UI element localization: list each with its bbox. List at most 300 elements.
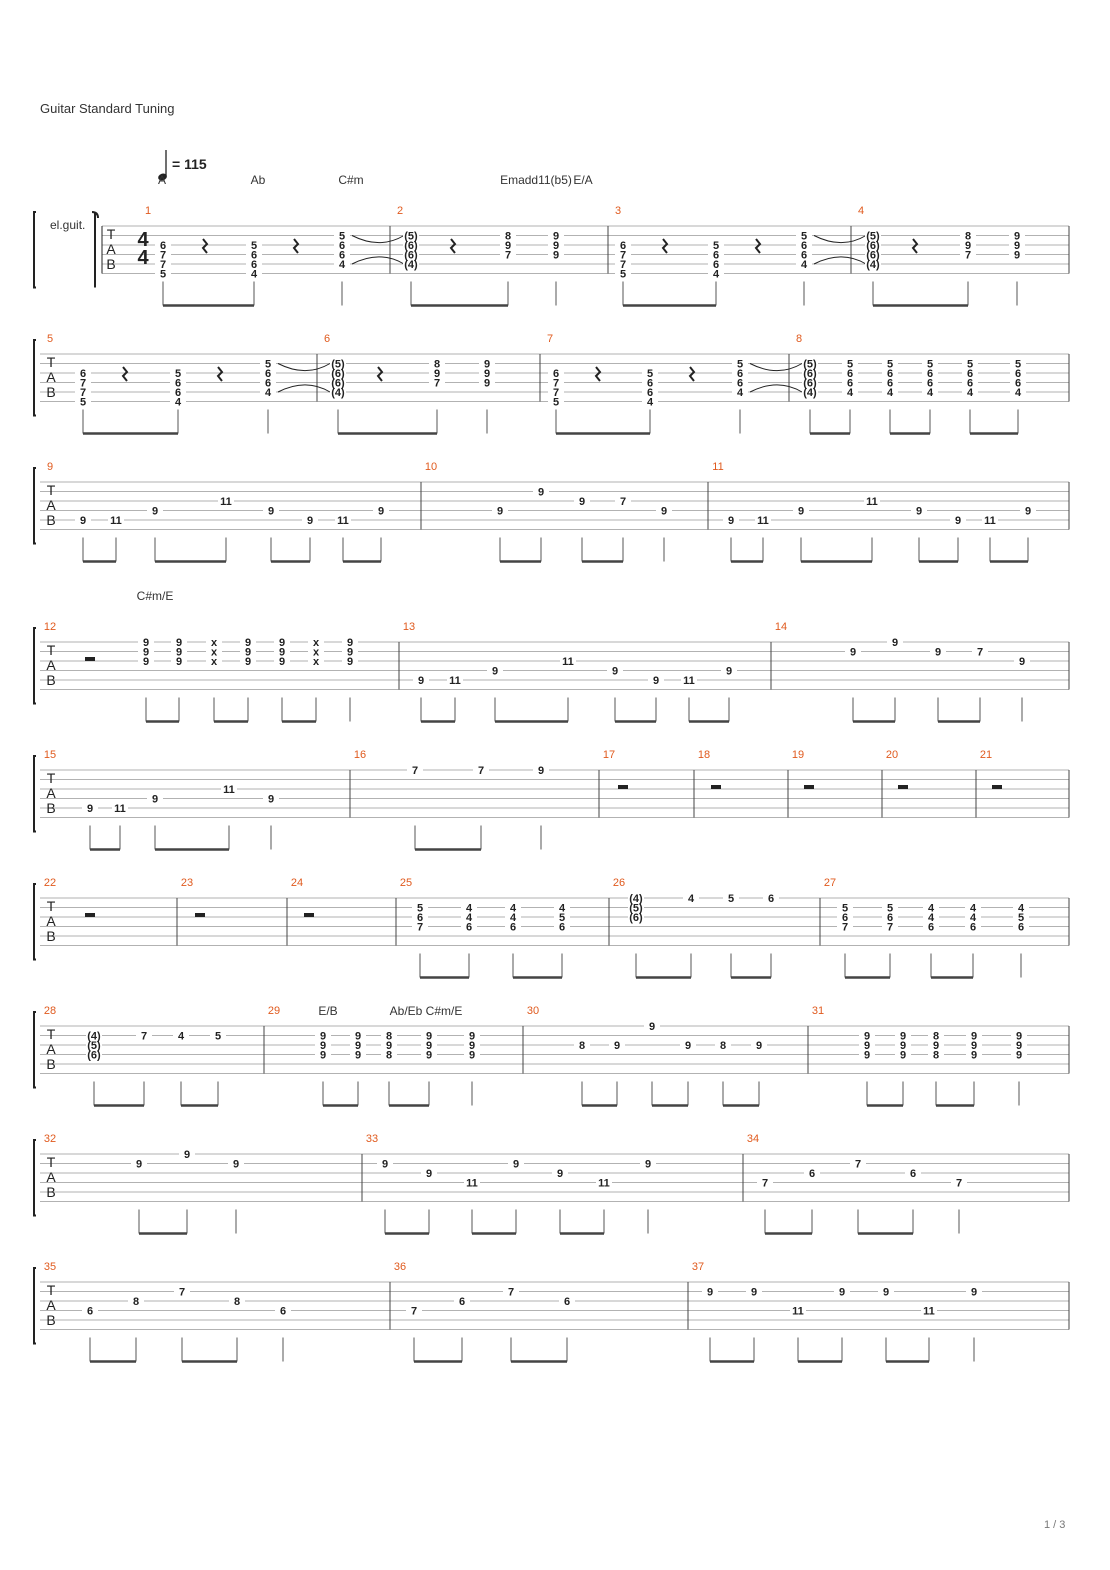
half-rest-icon (195, 913, 205, 917)
fret-number: 7 (504, 249, 512, 262)
fret-number: 5 (79, 396, 87, 409)
tab-system (34, 756, 1069, 850)
fret-number: 9 (611, 665, 619, 678)
tie-arc (750, 364, 802, 371)
measure-number: 35 (43, 1261, 57, 1273)
measure-number: 15 (43, 749, 57, 761)
fret-number: 8 (433, 358, 441, 371)
fret-number: (4) (629, 893, 643, 905)
fret-number: 6 (465, 921, 473, 934)
fret-number: 4 (687, 893, 695, 905)
fret-number: 9 (483, 358, 491, 371)
fret-number: 6 (800, 240, 808, 252)
fret-number: 6 (646, 377, 654, 390)
fret-number: 8 (233, 1296, 241, 1308)
fret-number: 11 (114, 803, 126, 815)
fret-number: 4 (926, 387, 934, 399)
fret-number: 7 (159, 259, 167, 271)
half-rest-icon (992, 785, 1002, 789)
quarter-rest-icon (218, 367, 222, 381)
measure-number: 18 (697, 749, 711, 761)
tab-clef-letter: B (46, 1056, 56, 1072)
fret-number: 9 (491, 665, 499, 678)
fret-number: 7 (552, 387, 560, 399)
fret-number: 11 (866, 496, 878, 508)
quarter-rest-icon (294, 239, 298, 253)
fret-number: 9 (1015, 1030, 1023, 1043)
fret-number: 7 (416, 921, 424, 934)
fret-number: 6 (736, 368, 744, 380)
fret-number: 8 (719, 1040, 727, 1052)
page-indicator: 1 / 3 (1044, 1519, 1066, 1531)
fret-number: 11 (984, 515, 996, 527)
fret-number: 9 (556, 1168, 564, 1180)
measure-number: 17 (602, 749, 616, 761)
instrument-label: el.guit. (50, 218, 86, 232)
fret-number: 7 (178, 1286, 186, 1299)
fret-number: 7 (411, 765, 419, 777)
fret-number: 6 (712, 259, 720, 271)
tab-clef-letter: A (106, 241, 116, 257)
fret-number: 6 (886, 912, 894, 924)
fret-number: 9 (319, 1030, 327, 1043)
fret-number: 9 (552, 249, 560, 262)
fret-number: 9 (183, 1149, 191, 1161)
fret-number: 9 (1013, 230, 1021, 243)
measure-number: 29 (267, 1005, 281, 1017)
fret-number: 5 (800, 230, 808, 243)
tie-arc (814, 236, 866, 243)
fret-number: 8 (932, 1030, 940, 1043)
tab-clef-letter: B (46, 672, 56, 688)
chord-name: Ab (250, 173, 266, 187)
fret-number: 9 (468, 1049, 476, 1062)
fret-number: 4 (1017, 902, 1025, 915)
tab-clef-letter: T (46, 354, 56, 370)
fret-number: 4 (558, 902, 566, 915)
fret-number: 9 (863, 1049, 871, 1062)
tab-clef-letter: B (46, 512, 56, 528)
fret-number: (5) (866, 230, 880, 243)
fret-number: 6 (1014, 377, 1022, 390)
measure-number: 16 (353, 749, 367, 761)
fret-number: (6) (866, 240, 880, 252)
fret-number: 4 (174, 396, 182, 409)
tab-clef-letter: A (46, 913, 56, 929)
fret-number: 9 (354, 1030, 362, 1043)
measure-number: 27 (823, 877, 837, 889)
measure-number: 13 (402, 621, 416, 633)
tab-clef-letter: B (46, 1184, 56, 1200)
fret-number: 9 (899, 1049, 907, 1062)
fret-number: 8 (932, 1049, 940, 1062)
quarter-rest-icon (451, 239, 455, 253)
measure-number: 26 (612, 877, 626, 889)
fret-number: 9 (1013, 249, 1021, 262)
tab-clef-letter: B (106, 256, 116, 272)
half-rest-icon (804, 785, 814, 789)
fret-number: 9 (727, 515, 735, 527)
fret-number: 7 (761, 1177, 769, 1190)
fret-number: 9 (1024, 505, 1032, 518)
tab-clef-letter: T (46, 642, 56, 658)
fret-number: 7 (619, 496, 627, 508)
fret-number: 9 (278, 637, 286, 649)
measure-number: 5 (46, 333, 54, 345)
fret-number: 6 (909, 1168, 917, 1180)
tab-clef-letter: A (46, 657, 56, 673)
fret-number: 4 (927, 902, 935, 915)
fret-number: 9 (244, 656, 252, 668)
fret-number: 9 (552, 240, 560, 252)
fret-number: 4 (509, 902, 517, 915)
fret-number: 8 (132, 1296, 140, 1308)
fret-number: 6 (250, 259, 258, 271)
fret-number: (6) (803, 368, 817, 380)
quarter-rest-icon (756, 239, 760, 253)
fret-number: 9 (425, 1049, 433, 1062)
fret-number: 5 (558, 912, 566, 924)
fret-number: 5 (1017, 912, 1025, 924)
fret-number: 9 (915, 505, 923, 518)
fret-number: 11 (757, 515, 769, 527)
fret-number: (4) (87, 1030, 101, 1043)
measure-number: 8 (795, 333, 803, 345)
fret-number: 4 (736, 387, 744, 399)
fret-number: 9 (142, 646, 150, 659)
fret-number: 9 (319, 1040, 327, 1052)
fret-number: 9 (483, 377, 491, 390)
fret-number: 6 (966, 377, 974, 390)
half-rest-icon (711, 785, 721, 789)
tie-arc (814, 257, 866, 264)
quarter-rest-icon (913, 239, 917, 253)
fret-number: 6 (250, 249, 258, 262)
fret-number: 6 (800, 249, 808, 262)
half-rest-icon (304, 913, 314, 917)
fret-number: 6 (174, 377, 182, 390)
time-signature-digit: 4 (137, 229, 149, 251)
half-rest-icon (618, 785, 628, 789)
tab-clef-letter: T (46, 898, 56, 914)
fret-number: 9 (706, 1286, 714, 1299)
system-bracket (34, 756, 36, 832)
tie-arc (278, 385, 330, 392)
fret-number: 9 (1015, 1040, 1023, 1052)
fret-number: 9 (648, 1021, 656, 1033)
fret-number: (4) (803, 387, 817, 399)
fret-number: (6) (629, 912, 643, 924)
fret-number: 8 (385, 1049, 393, 1062)
fret-number: x (312, 656, 320, 668)
fret-number: 5 (886, 358, 894, 371)
tab-clef-letter: B (46, 928, 56, 944)
measure-number: 1 (144, 205, 152, 217)
measure-number: 4 (857, 205, 865, 217)
fret-number: 9 (644, 1158, 652, 1171)
fret-number: 8 (964, 230, 972, 243)
fret-number: 4 (966, 387, 974, 399)
tempo-marking: = 115 (172, 156, 207, 172)
fret-number: (6) (866, 249, 880, 262)
system-bracket (34, 628, 36, 704)
fret-number: (5) (629, 902, 643, 915)
fret-number: 6 (558, 921, 566, 934)
fret-number: 9 (135, 1158, 143, 1171)
fret-number: 6 (338, 240, 346, 252)
fret-number: (5) (87, 1040, 101, 1052)
fret-number: 6 (619, 240, 627, 252)
fret-number: (6) (331, 377, 345, 390)
tab-clef-letter: A (46, 369, 56, 385)
fret-number: 9 (970, 1286, 978, 1299)
fret-number: 9 (483, 368, 491, 380)
fret-number: 5 (736, 358, 744, 371)
fret-number: 5 (1014, 358, 1022, 371)
fret-number: 4 (1014, 387, 1022, 399)
fret-number: 9 (899, 1040, 907, 1052)
fret-number: 5 (846, 358, 854, 371)
measure-number: 21 (979, 749, 993, 761)
tab-clef-letter: T (46, 482, 56, 498)
fret-number: 7 (619, 259, 627, 271)
fret-number: 11 (598, 1177, 610, 1190)
fret-number: 6 (86, 1305, 94, 1318)
fret-number: 6 (736, 377, 744, 390)
fret-number: 5 (552, 396, 560, 409)
fret-number: 6 (174, 387, 182, 399)
quarter-rest-icon (378, 367, 382, 381)
fret-number: (6) (404, 240, 418, 252)
fret-number: 4 (712, 268, 720, 281)
fret-number: 9 (652, 675, 660, 687)
fret-number: 9 (891, 637, 899, 649)
chord-name: C#m/E (425, 1004, 463, 1018)
fret-number: 6 (767, 893, 775, 905)
fret-number: 9 (496, 505, 504, 518)
tie-arc (352, 236, 404, 243)
measure-number: 28 (43, 1005, 57, 1017)
fret-number: 8 (578, 1040, 586, 1052)
measure-number: 37 (691, 1261, 705, 1273)
fret-number: 9 (512, 1158, 520, 1171)
fret-number: 11 (792, 1305, 804, 1318)
fret-number: 9 (552, 230, 560, 243)
fret-number: 7 (410, 1305, 418, 1318)
tab-clef-letter: B (46, 384, 56, 400)
fret-number: 9 (684, 1040, 692, 1052)
fret-number: 4 (264, 387, 272, 399)
fret-number: 9 (175, 656, 183, 668)
tab-clef-letter: A (46, 1297, 56, 1313)
measure-number: 24 (290, 877, 304, 889)
tab-clef-letter: A (46, 785, 56, 801)
fret-number: 9 (381, 1158, 389, 1171)
measure-number: 32 (43, 1133, 57, 1145)
fret-number: 9 (970, 1030, 978, 1043)
tab-clef-letter: A (46, 1041, 56, 1057)
system-bracket (34, 340, 36, 416)
tab-clef-letter: T (106, 226, 116, 242)
fret-number: 7 (841, 921, 849, 934)
measure-number: 20 (885, 749, 899, 761)
fret-number: 6 (159, 240, 167, 252)
tab-clef-letter: T (46, 1282, 56, 1298)
fret-number: 6 (966, 368, 974, 380)
chord-name: C#m (338, 173, 364, 187)
measure-number: 23 (180, 877, 194, 889)
fret-number: 9 (306, 515, 314, 527)
system-bracket (34, 468, 36, 544)
chord-name: E/B (318, 1004, 338, 1018)
fret-number: x (312, 637, 320, 649)
fret-number: 5 (214, 1030, 222, 1043)
fret-number: 6 (509, 921, 517, 934)
fret-number: 9 (175, 646, 183, 659)
fret-number: 9 (232, 1158, 240, 1171)
fret-number: 9 (346, 656, 354, 668)
half-rest-icon (898, 785, 908, 789)
fret-number: 9 (755, 1040, 763, 1052)
fret-number: 9 (244, 646, 252, 659)
measure-number: 22 (43, 877, 57, 889)
fret-number: 6 (926, 377, 934, 390)
fret-number: 7 (854, 1158, 862, 1171)
measure-number: 3 (614, 205, 622, 217)
fret-number: 5 (619, 268, 627, 281)
fret-number: 9 (267, 505, 275, 518)
fret-number: 7 (433, 377, 441, 390)
fret-number: 9 (970, 1049, 978, 1062)
fret-number: 9 (882, 1286, 890, 1299)
quarter-rest-icon (596, 367, 600, 381)
fret-number: 6 (926, 368, 934, 380)
fret-number: 6 (552, 368, 560, 380)
fret-number: 9 (425, 1030, 433, 1043)
system-bracket (34, 1268, 36, 1344)
measure-number: 2 (396, 205, 404, 217)
tab-system (34, 1012, 1069, 1106)
fret-number: 11 (562, 656, 574, 668)
fret-number: x (210, 656, 218, 668)
fret-number: 7 (79, 377, 87, 390)
fret-number: 6 (808, 1168, 816, 1180)
fret-number: 4 (800, 259, 808, 271)
fret-number: 7 (552, 377, 560, 390)
fret-number: 6 (646, 387, 654, 399)
measure-number: 31 (811, 1005, 825, 1017)
tie-arc (278, 364, 330, 371)
quarter-rest-icon (690, 367, 694, 381)
fret-number: 4 (886, 387, 894, 399)
quarter-rest-icon (663, 239, 667, 253)
fret-number: 7 (159, 249, 167, 262)
tab-system (34, 628, 1069, 722)
fret-number: 9 (377, 505, 385, 518)
fret-number: 7 (507, 1286, 515, 1299)
fret-number: 4 (465, 902, 473, 915)
fret-number: 9 (425, 1168, 433, 1180)
fret-number: 8 (504, 230, 512, 243)
measure-number: 19 (791, 749, 805, 761)
fret-number: 11 (223, 784, 235, 796)
fret-number: 9 (954, 515, 962, 527)
fret-number: (4) (331, 387, 345, 399)
fret-number: 11 (683, 675, 695, 687)
fret-number: 5 (416, 902, 424, 915)
fret-number: 6 (886, 368, 894, 380)
fret-number: 11 (923, 1305, 935, 1318)
tab-system (34, 1268, 1069, 1362)
fret-number: (4) (866, 259, 880, 271)
fret-number: 8 (385, 1030, 393, 1043)
fret-number: (6) (87, 1049, 101, 1062)
measure-number: 9 (46, 461, 54, 473)
fret-number: 9 (151, 505, 159, 518)
chord-name: E/A (573, 173, 593, 187)
measure-number: 34 (746, 1133, 760, 1145)
fret-number: 9 (433, 368, 441, 380)
fret-number: 9 (838, 1286, 846, 1299)
tab-clef-letter: T (46, 1154, 56, 1170)
fret-number: (6) (803, 377, 817, 390)
fret-number: 9 (863, 1030, 871, 1043)
fret-number: 9 (613, 1040, 621, 1052)
fret-number: 4 (509, 912, 517, 924)
fret-number: 4 (250, 268, 258, 281)
half-rest-icon (85, 657, 95, 661)
fret-number: (6) (331, 368, 345, 380)
fret-number: (5) (803, 358, 817, 371)
fret-number: 6 (969, 921, 977, 934)
fret-number: 5 (727, 893, 735, 905)
fret-number: 9 (354, 1040, 362, 1052)
fret-number: 9 (319, 1049, 327, 1062)
fret-number: 4 (969, 912, 977, 924)
fret-number: 6 (1014, 368, 1022, 380)
measure-number: 33 (365, 1133, 379, 1145)
measure-number: 36 (393, 1261, 407, 1273)
measure-number: 14 (774, 621, 788, 633)
fret-number: 7 (964, 249, 972, 262)
fret-number: 7 (955, 1177, 963, 1190)
fret-number: 5 (264, 358, 272, 371)
system-bracket (34, 884, 36, 960)
tab-system (34, 212, 1069, 306)
tab-system (34, 340, 1069, 434)
fret-number: 5 (646, 368, 654, 380)
measure-number: 7 (546, 333, 554, 345)
tab-clef-letter: T (46, 1026, 56, 1042)
fret-number: x (312, 646, 320, 659)
tie-arc (352, 257, 404, 264)
fret-number: 6 (886, 377, 894, 390)
fret-number: 9 (267, 793, 275, 806)
fret-number: 6 (279, 1305, 287, 1318)
fret-number: 9 (797, 505, 805, 518)
fret-number: 9 (537, 486, 545, 499)
fret-number: 6 (338, 249, 346, 262)
fret-number: 5 (712, 240, 720, 252)
fret-number: 4 (646, 396, 654, 409)
tab-system (34, 884, 1069, 978)
fret-number: 9 (849, 646, 857, 659)
fret-number: 9 (932, 1040, 940, 1052)
fret-number: 6 (79, 368, 87, 380)
fret-number: 9 (346, 646, 354, 659)
fret-number: 9 (278, 646, 286, 659)
fret-number: 9 (175, 637, 183, 649)
